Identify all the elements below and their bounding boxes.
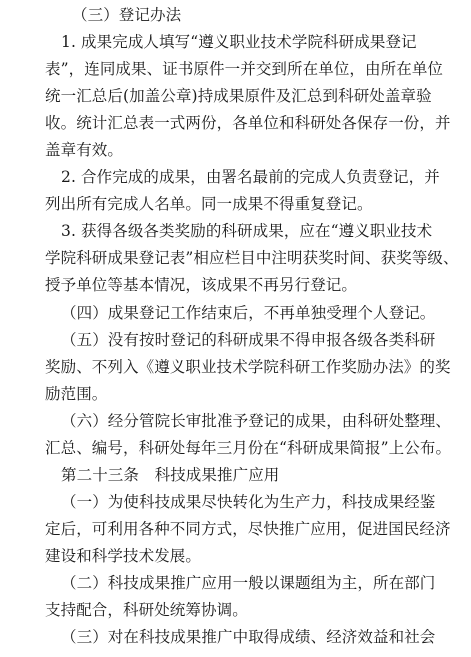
paragraph-line: 1. 成果完成人填写“遵义职业技术学院科研成果登记	[61, 33, 417, 51]
paragraph-line: 表”，连同成果、证书原件一并交到所在单位，由所在单位	[45, 60, 444, 79]
paragraph-line: （六）经分管院长审批准予登记的成果，由科研处整理、	[61, 411, 452, 430]
article-heading-23: 第二十三条 科技成果推广应用	[61, 465, 280, 484]
paragraph-line: 汇总、编号，科研处每年三月份在“科研成果简报”上公布。	[45, 438, 452, 457]
paragraph-line: 奖励、不列入《遵义职业技术学院科研工作奖励办法》的奖	[45, 357, 451, 376]
paragraph-line: 统一汇总后(加盖公章)持成果原件及汇总到科研处盖章验	[45, 87, 432, 106]
paragraph-line: 励范围。	[45, 384, 108, 403]
paragraph-line: 收。统计汇总表一式两份，各单位和科研处各保存一份，并	[45, 114, 451, 133]
paragraph-line: 盖章有效。	[45, 141, 124, 160]
section-heading-registration-method: （三）登记办法	[72, 6, 182, 24]
paragraph-line: （四）成果登记工作结束后，不再单独受理个人登记。	[61, 303, 436, 322]
paragraph-line: 定后，可利用各种不同方式，尽快推广应用，促进国民经济	[45, 519, 451, 538]
paragraph-line: 学院科研成果登记表”相应栏目中注明获奖时间、获奖等级、	[45, 249, 459, 268]
paragraph-line: 建设和科学技术发展。	[45, 546, 202, 565]
paragraph-line: 授予单位等基本情况，该成果不再另行登记。	[45, 276, 358, 295]
paragraph-line: （二）科技成果推广应用一般以课题组为主，所在部门	[61, 573, 436, 592]
paragraph-line: （三）对在科技成果推广中取得成绩、经济效益和社会	[61, 628, 436, 646]
paragraph-line: 3. 获得各级各类奖励的科研成果，应在“遵义职业技术	[61, 222, 433, 241]
paragraph-line: 2. 合作完成的成果，由署名最前的完成人负责登记，并	[61, 168, 440, 187]
paragraph-line: （一）为使科技成果尽快转化为生产力，科技成果经鉴	[61, 492, 436, 511]
paragraph-line: 支持配合，科研处统筹协调。	[45, 600, 248, 619]
paragraph-line: （五）没有按时登记的科研成果不得申报各级各类科研	[61, 330, 436, 349]
paragraph-line: 列出所有完成人名单。同一成果不得重复登记。	[45, 195, 373, 214]
